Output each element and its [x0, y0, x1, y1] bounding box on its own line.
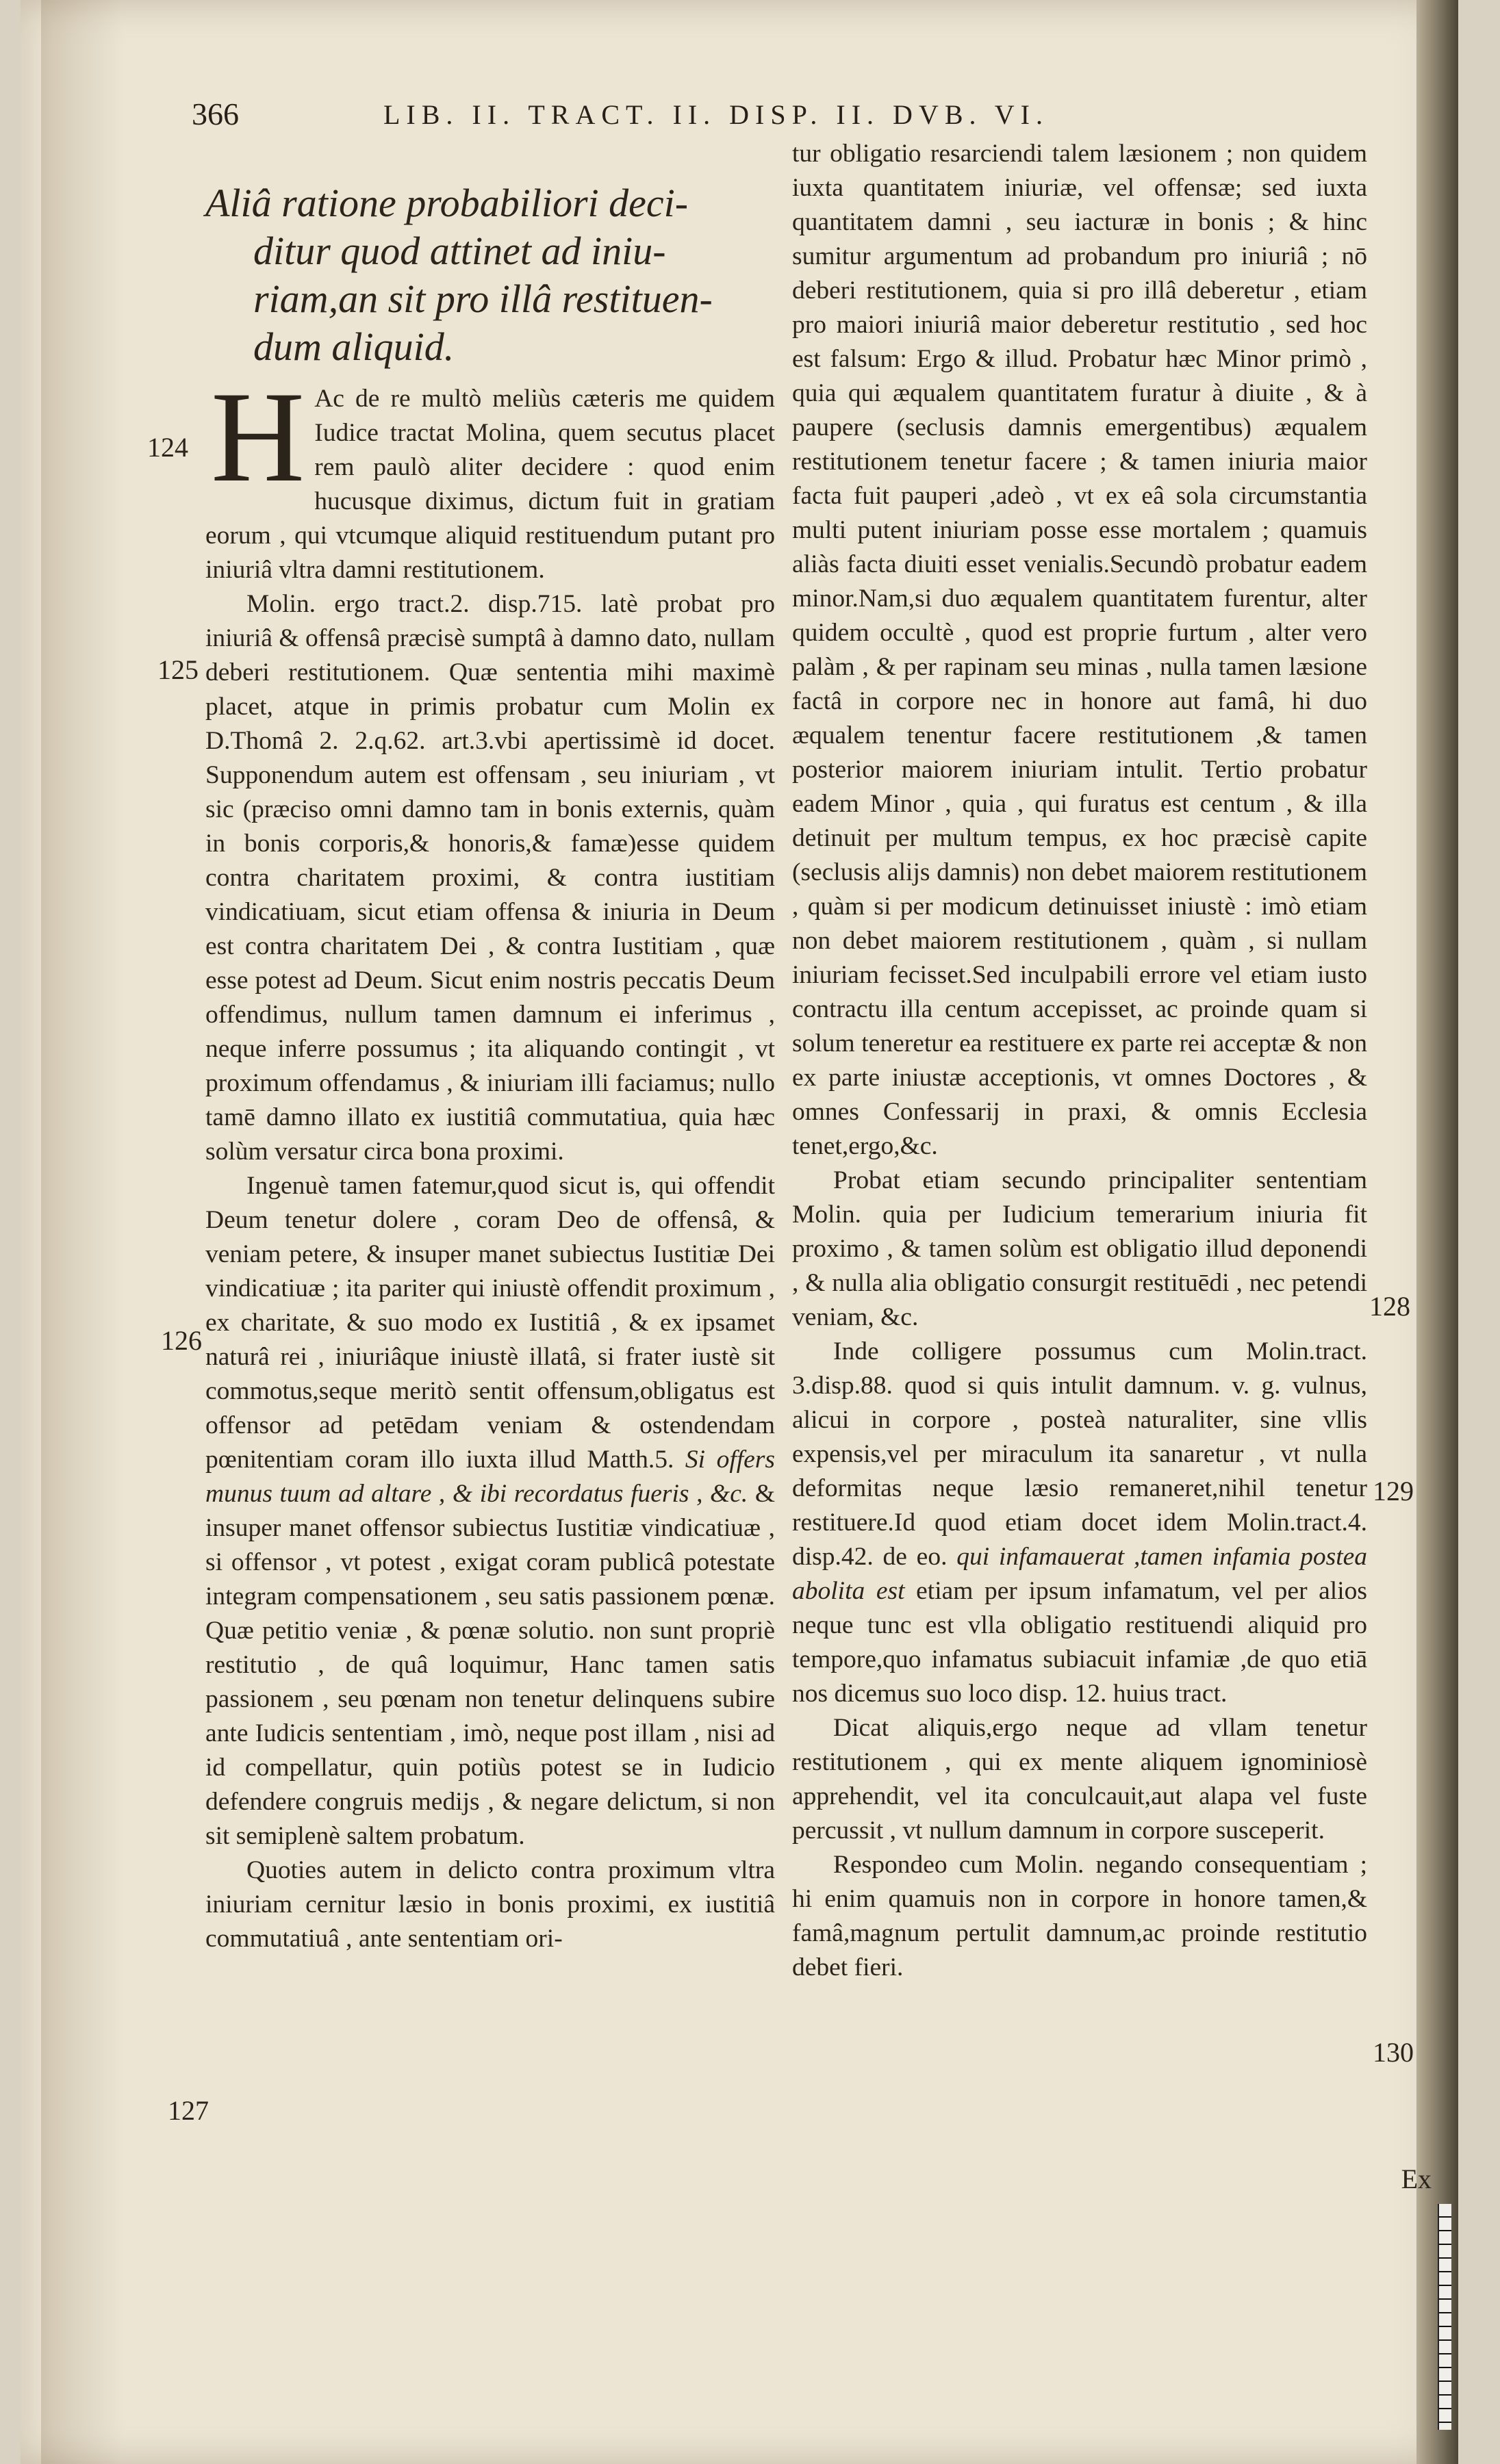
heading-line: ditur quod attinet ad iniu- — [253, 229, 666, 273]
margin-number: 128 — [1369, 1291, 1410, 1322]
section-heading — [205, 179, 775, 371]
margin-number: 127 — [168, 2095, 209, 2126]
paragraph-text: etiam per ipsum infamatum, vel per alios neque tunc est vlla obligatio restituendi aliquid pro tempore,quo infamatus subiacuit infamiæ ,de quo etiā nos dicemus suo loco disp. 12. huius tract. — [792, 1577, 1367, 1708]
margin-number: 125 — [157, 654, 199, 685]
dropcap: H — [211, 365, 305, 509]
page-edge — [1416, 0, 1458, 2464]
heading-line: Aliâ ratione probabiliori deci- — [205, 181, 689, 225]
margin-number: 129 — [1373, 1476, 1414, 1506]
right-column — [792, 137, 1367, 1985]
paragraph-130: Respondeo cum Molin. negando consequentiam ; hi enim quamuis non in corpore in honore tamen,& famâ,magnum pertulit damnum,ac proinde restitutio debet fieri. — [792, 1851, 1367, 1981]
running-title: LIB. II. TRACT. II. DISP. II. DVB. VI. — [383, 99, 1049, 130]
catchword: Ex — [1401, 2164, 1432, 2194]
paragraph-objection: Dicat aliquis,ergo neque ad vllam tenetur restitutionem , qui ex mente aliquem ignominiosè apprehendit, vel ita conculcauit,aut alapa vel fuste percussit , vt nullum damnum in corpore susceperit. — [792, 1714, 1367, 1845]
italic-citation: qui infamauerat ,tamen infamia postea abolita est — [792, 1543, 1368, 1605]
paragraph-text: Inde colligere possumus cum Molin.tract. 3.disp.88. quod si quis intulit damnum. v. g. vulnus, alicui in corpore , posteà naturaliter, sine vllis expensis,vel per miraculum ita sanaretur , vt nulla deformitas neque læsio remaneret,nihil tenetur restituere.Id quod etiam docet idem Molin.tract.4. disp.42. de eo. — [792, 1337, 1367, 1571]
left-column — [205, 179, 775, 1956]
paragraph-text: Ingenuè tamen fatemur,quod sicut is, qui offendit Deum tenetur dolere , coram Deo de offensâ, & veniam petere, & insuper manet subiectus Iustitiæ Dei vindicatiuæ ; ita pariter qui iniustè offendit proximum , ex charitate, & suo modo ex Iustitiâ , & ex ipsamet naturâ rei , iniuriâque iniustè illatâ, si frater iustè sit commotus,seque meritò sentit offensum,obligatus est offensor ad petēdam veniam & ostendendam pœnitentiam coram illo iuxta illud Matth.5. — [205, 1172, 775, 1474]
margin-number: 126 — [161, 1325, 202, 1356]
paragraph-129 — [792, 1335, 1367, 1711]
margin-number: 124 — [147, 432, 188, 463]
running-head — [192, 96, 1390, 137]
paragraph-text: Ac de re multò meliùs cæteris me quidem Iudice tractat Molina, quem secutus placet rem paulò aliter decidere : quod enim hucusque diximus, dictum fuit in gratiam eorum , qui vtcumque aliquid restituendum putant pro iniuriâ vltra damni restitutionem. — [205, 385, 775, 584]
heading-line: dum aliquid. — [253, 324, 455, 369]
paragraph-126 — [205, 1169, 775, 1853]
margin-number: 130 — [1373, 2037, 1414, 2068]
paragraph-127: Quoties autem in delicto contra proximum vltra iniuriam cernitur læsio in bonis proximi, ex iustitiâ commutatiuâ , ante sententiam ori- — [205, 1856, 775, 1953]
paragraph-125: Molin. ergo tract.2. disp.715. latè probat pro iniuriâ & offensâ præcisè sumptâ à damno dato, nullam deberi restitutionem. Quæ sententia mihi maximè placet, atque in primis probatur cum Molin ex D.Thomâ 2. 2.q.62. art.3.vbi apertissimè id docet. Supponendum autem est offensam , seu iniuriam , vt sic (præciso omni damno tam in bonis externis, quàm in bonis corporis,& honoris,& famæ)esse quidem contra charitatem proximi, & contra iustitiam vindicatiuam, sicut etiam offensa & iniuria in Deum est contra charitatem Dei , & contra Iustitiam , quæ esse potest ad Deum. Sicut enim nostris peccatis Deum offendimus, nullum tamen damnum ei inferimus , neque inferre possumus ; ita aliquando contingit , vt proximum offendamus , & iniuriam illi faciamus; nullo tamē damno illato ex iustitiâ commutatiua, quia hæc solùm versatur circa bona proximi. — [205, 590, 775, 1166]
scripture-quote: Si offers munus tuum ad altare , & ibi recordatus fueris , &c. — [205, 1446, 775, 1508]
measurement-ruler — [1438, 2204, 1451, 2430]
paragraph-continued: tur obligatio resarciendi talem læsionem ; non quidem iuxta quantitatem iniuriæ, vel offensæ; sed iuxta quantitatem damni , seu iacturæ in bonis ; & hinc sumitur argumentum ad probandum pro iniuriâ ; nō deberi restitutionem, quia si pro illâ deberetur , etiam pro maiori iniuriâ maior deberetur restitutio , sed hoc est falsum: Ergo & illud. Probatur hæc Minor primò , quia qui æqualem quantitatem furatur à diuite , & à paupere (seclusis damnis emergentibus) æqualem restitutionem tenetur facere ; & tamen iniuria maior facta fuit pauperi ,adeò , vt ex eâ sola circumstantia multi putent iniuriam posse esse mortalem ; quamuis aliàs facta diuiti esset venialis.Secundò probatur eadem minor.Nam,si duo æqualem quantitatem furentur, alter quidem occultè , quod est proprie furtum , alter vero palàm , & per rapinam seu minas , nulla tamen læsione factâ in corpore nec in honore aut famâ, hi duo æqualem tenentur facere restitutionem ,& tamen posterior maiorem iniuriam intulit. Tertio probatur eadem Minor , quia , qui furatus est centum , & illa detinuit per multum tempus, ex hoc præcisè capite (seclusis alijs damnis) non debet maiorem restitutionem , quàm si per modicum detinuisset iniustè : imò etiam non debet maiorem restitutionem , quàm , si nullam iniuriam fecisset.Sed inculpabili errore vel etiam iusto contractu illa centum accepisset, ac proinde quam si solum teneretur ea restituere ex parte rei acceptæ & non ex parte iniustæ acceptionis, vt omnes Doctores , & omnes Confessarij in praxi, & omnis Ecclesia tenet,ergo,&c. — [792, 140, 1367, 1160]
paragraph-128: Probat etiam secundo principaliter sententiam Molin. quia per Iudicium temerarium iniuria fit proximo , & tamen solùm est obligatio illud deponendi , & nulla alia obligatio consurgit restituēdi , nec petendi veniam, &c. — [792, 1166, 1367, 1331]
heading-line: riam,an sit pro illâ restituen- — [253, 277, 713, 321]
paragraph-124 — [205, 365, 775, 587]
page-number: 366 — [192, 97, 239, 131]
paragraph-text: & insuper manet offensor subiectus Iustitiæ vindicatiuæ , si offensor , vt potest , exigat coram publicâ potestate integram compensationem , seu satis passionem pœnæ. Quæ petitio veniæ , & pœnæ solutio. non sunt propriè restitutio , de quâ loquimur, Hanc tamen satis passionem , seu pœnam non tenetur delinquens subire ante Iudicis sententiam , imò, neque post illam , nisi ad id compellatur, quin potiùs potest se in Iudicio defendere congruis medijs , & negare delictum, si non sit semiplenè saltem probatum. — [205, 1480, 776, 1850]
gutter-shadow — [41, 0, 123, 2464]
